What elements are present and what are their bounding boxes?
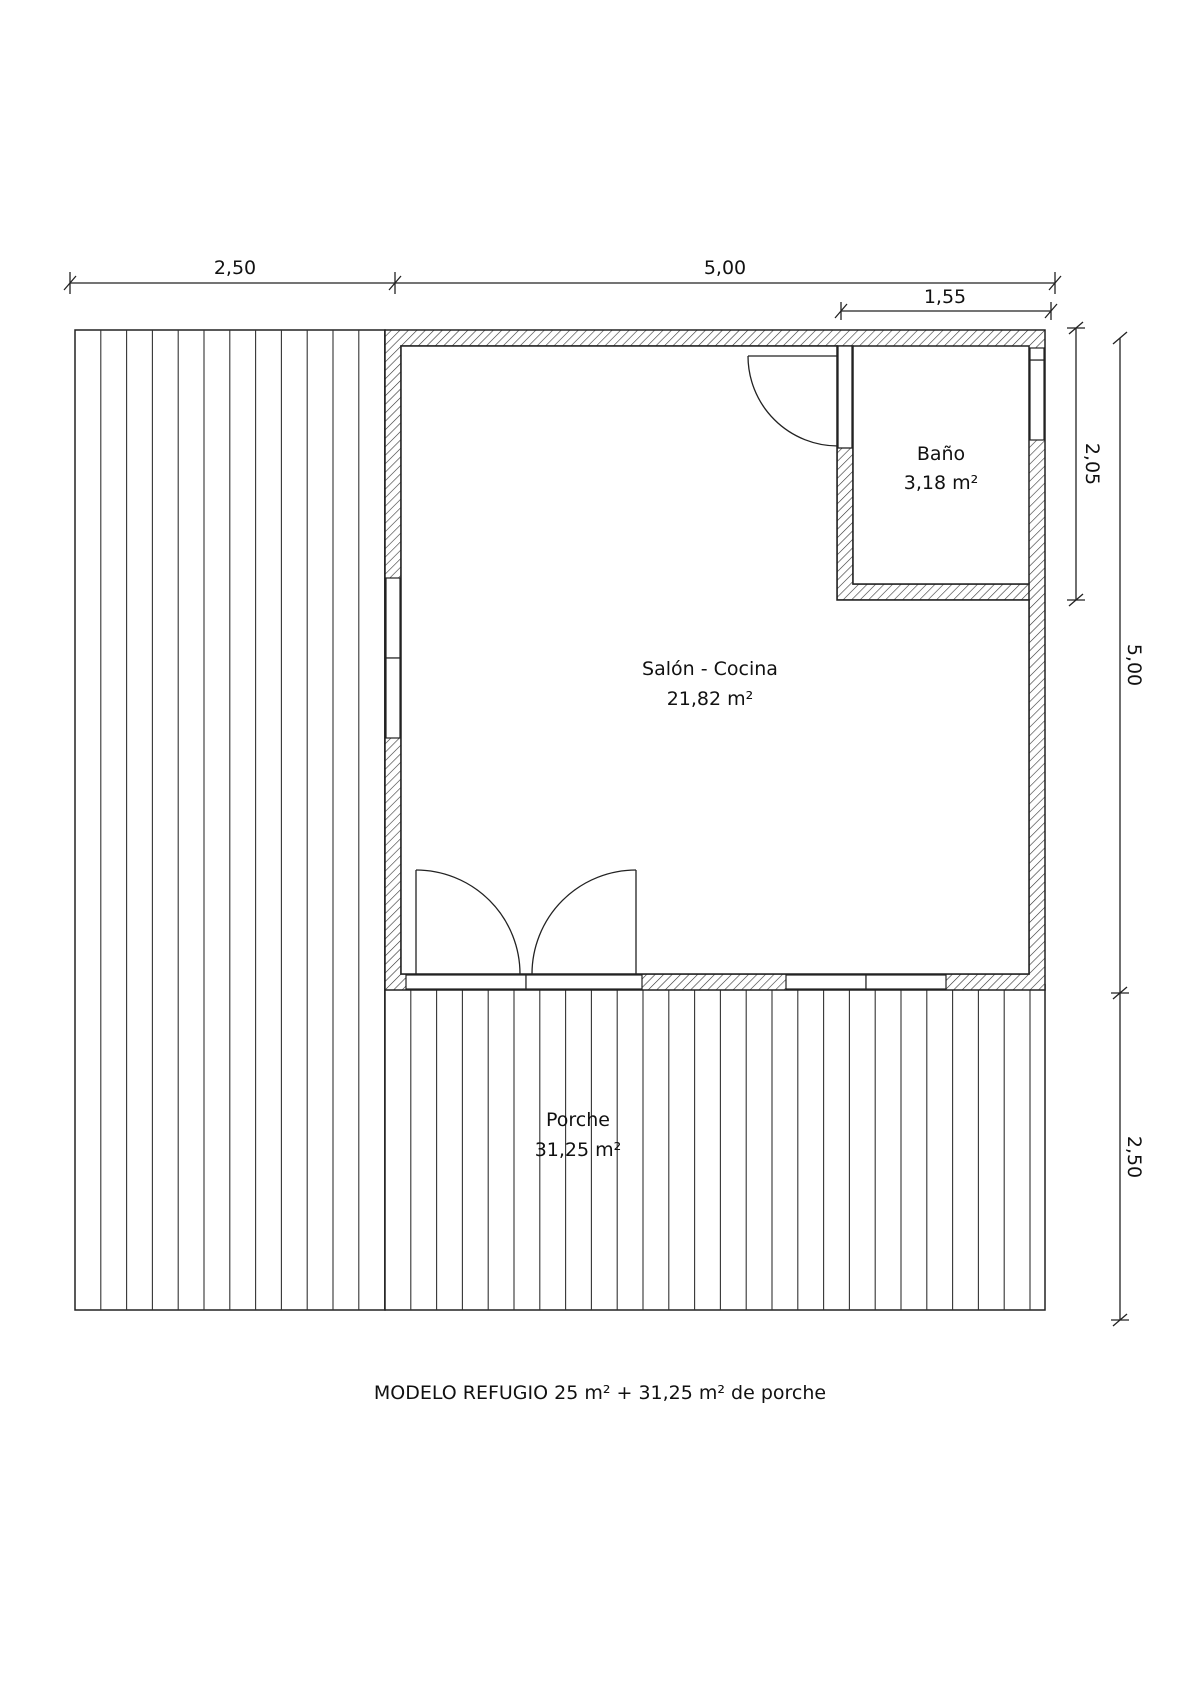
dim-label-bath-depth: 2,05 — [1081, 442, 1103, 486]
porch-name: Porche — [546, 1109, 610, 1131]
dim-label-house-width: 5,00 — [703, 257, 747, 279]
bath-name: Baño — [916, 443, 966, 465]
dim-label-bath-width: 1,55 — [923, 286, 967, 308]
dim-label-house-depth: 5,00 — [1123, 643, 1145, 687]
porch-decking-left — [75, 330, 385, 1310]
living-area: 21,82 m² — [666, 688, 754, 710]
dim-label-porch-width: 2,50 — [213, 257, 257, 279]
living-name: Salón - Cocina — [642, 658, 778, 680]
plan-caption: MODELO REFUGIO 25 m² + 31,25 m² de porche — [373, 1382, 827, 1404]
porch-area: 31,25 m² — [534, 1139, 622, 1161]
front-door-openings — [406, 975, 642, 989]
porch-decking-bottom — [385, 985, 1045, 1310]
bath-area: 3,18 m² — [903, 472, 979, 494]
dim-label-porch-depth: 2,50 — [1123, 1135, 1145, 1179]
